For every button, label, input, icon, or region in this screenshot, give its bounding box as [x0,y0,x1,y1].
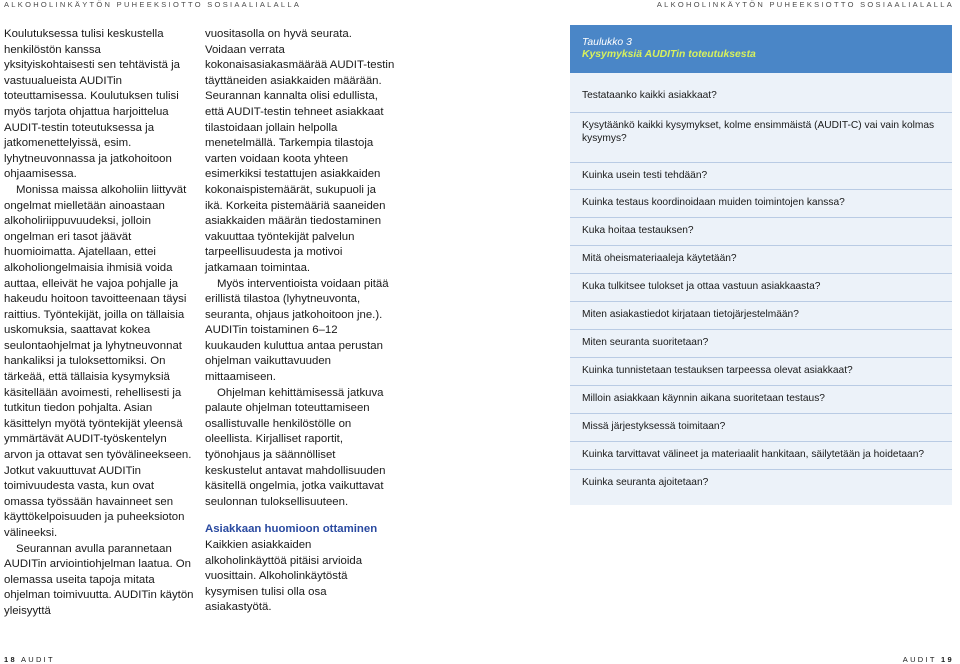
table-row: Kuinka usein testi tehdään? [570,162,952,182]
table-row: Kuinka seuranta ajoitetaan? [570,469,952,489]
table-row: Milloin asiakkaan käynnin aikana suoritetaan testaus? [570,385,952,405]
table-row: Kuinka tarvittavat välineet ja materiaalit hankitaan, säilytetään ja hoidetaan? [570,441,952,461]
table-row: Kuka hoitaa testauksen? [570,217,952,237]
folio-label: AUDIT [20,655,55,664]
table-header [570,25,952,73]
running-head-right: ALKOHOLINKÄYTÖN PUHEEKSIOTTO SOSIAALIALALLA [656,0,954,9]
body-column-middle [205,27,395,616]
table-caption: Taulukko 3 [582,37,632,48]
paragraph: Myös interventioista voidaan pitää erillistä tilastoa (lyhytneuvonta, seuranta, ohjaus jatkohoitoon jne.). AUDITin toistaminen 6–12 kuukauden kuluttua antaa perustan ohjelman vaikuttavuuden mittaamiseen. [205,277,389,384]
table-row: Kuinka testaus koordinoidaan muiden toimintojen kanssa? [570,189,952,209]
folio-label: AUDIT [902,655,937,664]
table-row: Missä järjestyksessä toimitaan? [570,413,952,433]
section-heading: Asiakkaan huomioon ottaminen [205,523,378,536]
page-folio-left [4,655,55,664]
body-column-left [4,27,194,620]
page-number: 19 [941,655,954,664]
question-table [570,25,952,505]
table-row: Kysytäänkö kaikki kysymykset, kolme ensimmäistä (AUDIT-C) vai vain kolmas kysymys? [570,112,952,145]
page-number: 18 [4,655,17,664]
table-row: Miten asiakastiedot kirjataan tietojärjestelmään? [570,301,952,321]
paragraph: Monissa maissa alkoholiin liittyvät ongelmat mielletään ainoastaan alkoholiriippuvuudeksi, jolloin ongelman eri tasot jäävät huomioimatta. Ajatellaan, ettei alkoholiongelmaisia ihmisiä voida auttaa, elleivät he vajoa pohjalle ja hakeudu hoitoon tavoitteenaan täysi raittius. Työntekijät, joilla on tällaisia uskomuksia, saattavat kokea seulontaohjelmat ja lyhytneuvonnat hankaliksi ja tuloksettomiksi. On tärkeää, että tällaisia kysymyksiä käsitellään avoimesti, rehellisesti ja tutkitun tiedon pohjalta. Asian käsittelyn myötä työntekijät yleensä ymmärtävät AUDIT-työskentelyn arvon ja ottavat sen työvälineekseen. Jotkut vakuuttuvat AUDITin toimivuudesta vasta, kun ovat omassa työssään havainneet sen käyttökelpoisuuden ja puheeksioton välineeksi. [4,183,192,539]
table-row: Testataanko kaikki asiakkaat? [582,90,717,101]
paragraph: Koulutuksessa tulisi keskustella henkilöstön kanssa yksityiskohtaisesti sen tehtävistä ja vastuualueista AUDITin toteuttamisessa. Koulutuksen tulisi myös tarjota ohjattua harjoittelua AUDIT-testin toteutuksessa ja jatkomenettelyissä, esim. lyhytneuvonnassa ja jatkohoitoon ohjaamisessa. [4,28,180,181]
table-row: Kuka tulkitsee tulokset ja ottaa vastuun asiakkaasta? [570,273,952,293]
paragraph: vuositasolla on hyvä seurata. Voidaan verrata kokonaisasiakasmäärää AUDIT-testin täyttäneiden asiakkaiden määrään. Seurannan kannalta olisi edullista, että AUDIT-testin tehneet asiakkaat tilastoidaan jollain helpolla menetelmällä. Tarkempia tilastoja varten voidaan koota yhteen esimerkiksi testattujen asiakkaiden kokonaispistemäärät, sukupuoli ja ikä. Korkeita pistemääriä saaneiden asiakkaiden määrän tiedostaminen vakuuttaa työntekijät palvelun tarpeellisuudesta ja motivoi jatkamaan toimintaa. [205,28,395,274]
paragraph: Seurannan avulla parannetaan AUDITin arviointiohjelman laatua. On olemassa useita tapoja mitata ohjelman toimivuutta. AUDITin käytön yleisyyttä [4,542,194,617]
paragraph: Ohjelman kehittämisessä jatkuva palaute ohjelman toteuttamiseen osallistuvalle henkilöstölle on oleellista. Kirjalliset raportit, työnohjaus ja säännölliset keskustelut antavat mahdollisuuden käsitellä ongelmia, jotka vaikuttavat seulonnan tuloksellisuuteen. [205,386,386,508]
table-row: Miten seuranta suoritetaan? [570,329,952,349]
table-row: Kuinka tunnistetaan testauksen tarpeessa olevat asiakkaat? [570,357,952,377]
table-row: Mitä oheismateriaaleja käytetään? [570,245,952,265]
page-folio-right [903,655,954,664]
running-head-left: ALKOHOLINKÄYTÖN PUHEEKSIOTTO SOSIAALIALALLA [4,0,302,9]
table-title: Kysymyksiä AUDITin toteutuksesta [582,49,756,60]
paragraph: Kaikkien asiakkaiden alkoholinkäyttöä pitäisi arvioida vuosittain. Alkoholinkäytöstä kysymisen tulisi olla osa asiakastyötä. [205,539,363,614]
